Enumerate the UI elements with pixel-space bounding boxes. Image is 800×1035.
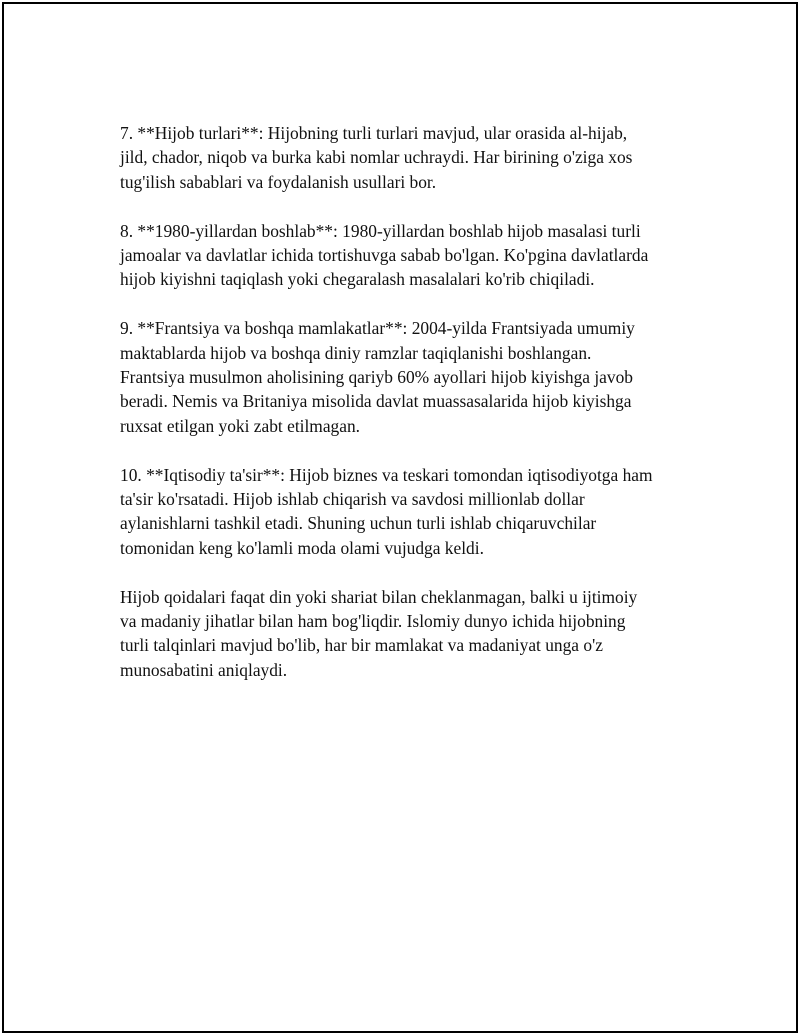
paragraph-conclusion — [120, 585, 700, 683]
text-line: maktablarda hijob va boshqa diniy ramzlar taqiqlanishi boshlangan. — [120, 342, 592, 363]
document-page — [2, 2, 798, 1033]
text-line: Frantsiya musulmon aholisining qariyb 60% ayollari hijob kiyishga javob — [120, 367, 633, 388]
text-line: 8. **1980-yillardan boshlab**: 1980-yillardan boshlab hijob masalasi turli — [120, 220, 641, 241]
text-line: munosabatini aniqlaydi. — [120, 659, 288, 680]
document-body — [120, 121, 700, 707]
text-line: ta'sir ko'rsatadi. Hijob ishlab chiqarish va savdosi millionlab dollar — [120, 489, 585, 510]
paragraph-1980-yillardan — [120, 219, 700, 292]
text-line: beradi. Nemis va Britaniya misolida davlat muassasalarida hijob kiyishga — [120, 391, 632, 412]
text-line: 9. **Frantsiya va boshqa mamlakatlar**: 2004-yilda Frantsiyada umumiy — [120, 318, 635, 339]
text-line: 7. **Hijob turlari**: Hijobning turli turlari mavjud, ular orasida al-hijab, — [120, 123, 628, 143]
paragraph-hijob-turlari — [120, 121, 700, 194]
paragraph-frantsiya — [120, 316, 700, 438]
text-line: tug'ilish sabablari va foydalanish usullari bor. — [120, 171, 437, 192]
text-line: Hijob qoidalari faqat din yoki shariat bilan cheklanmagan, balki u ijtimoiy — [120, 586, 638, 607]
text-line: jamoalar va davlatlar ichida tortishuvga sabab bo'lgan. Ko'pgina davlatlarda — [120, 245, 649, 266]
text-line: va madaniy jihatlar bilan ham bog'liqdir. Islomiy dunyo ichida hijobning — [120, 611, 626, 632]
text-line: aylanishlarni tashkil etadi. Shuning uchun turli ishlab chiqaruvchilar — [120, 513, 597, 534]
text-line: 10. **Iqtisodiy ta'sir**: Hijob biznes va teskari tomondan iqtisodiyotga ham — [120, 464, 653, 485]
text-line: tomonidan keng ko'lamli moda olami vujudga keldi. — [120, 537, 484, 558]
text-line: hijob kiyishni taqiqlash yoki chegaralash masalalari ko'rib chiqiladi. — [120, 269, 595, 290]
text-line: jild, chador, niqob va burka kabi nomlar uchraydi. Har birining o'ziga xos — [120, 147, 633, 168]
paragraph-iqtisodiy-tasir — [120, 463, 700, 561]
text-line: ruxsat etilgan yoki zabt etilmagan. — [120, 415, 361, 436]
text-line: turli talqinlari mavjud bo'lib, har bir mamlakat va madaniyat unga o'z — [120, 635, 603, 656]
